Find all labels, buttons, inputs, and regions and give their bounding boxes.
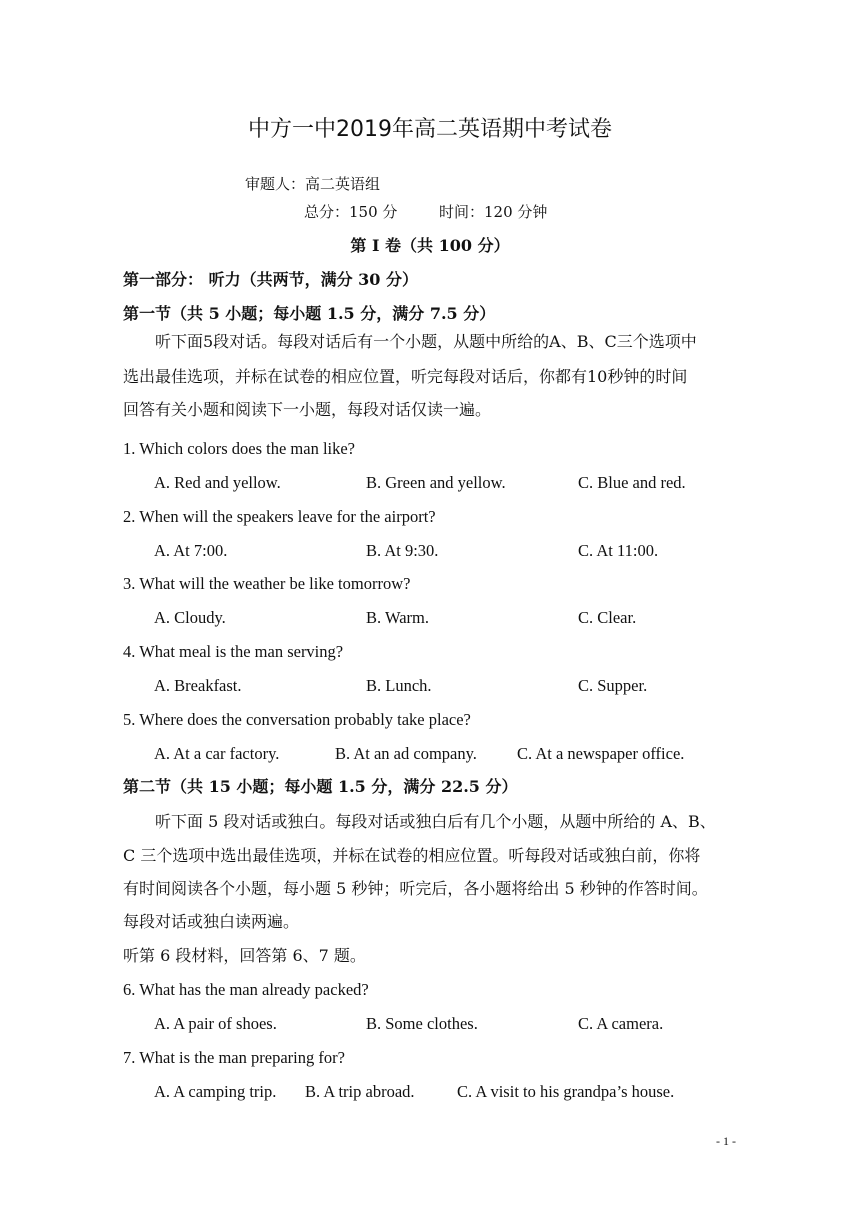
q5-option-a: A. At a car factory. bbox=[154, 744, 280, 763]
question-1: 1. Which colors does the man like? bbox=[123, 439, 356, 458]
q6-option-b: B. Some clothes. bbox=[366, 1014, 478, 1033]
question-6: 6. What has the man already packed? bbox=[123, 980, 369, 999]
section2-heading: 第二节（共 15 小题；每小题 1.5 分，满分 22.5 分） bbox=[123, 777, 518, 796]
q4-option-c: C. Supper. bbox=[578, 676, 648, 695]
section2-instruction-line: C 三个选项中选出最佳选项，并标在试卷的相应位置。听每段对话或独白前，你将 bbox=[123, 846, 701, 865]
q4-option-b: B. Lunch. bbox=[366, 676, 432, 695]
question-5: 5. Where does the conversation probably take place? bbox=[123, 710, 471, 729]
exam-title: 中方一中2019年高二英语期中考试卷 bbox=[248, 117, 612, 142]
volume-heading: 第 I 卷（共 100 分） bbox=[350, 236, 510, 255]
q5-option-b: B. At an ad company. bbox=[335, 744, 477, 763]
part1-heading: 第一部分： 听力（共两节，满分 30 分） bbox=[123, 270, 418, 289]
q3-option-b: B. Warm. bbox=[366, 608, 429, 627]
q3-option-c: C. Clear. bbox=[578, 608, 637, 627]
section1-instruction-line: 听下面5段对话。每段对话后有一个小题，从题中所给的A、B、C三个选项中 bbox=[155, 332, 697, 351]
section1-heading: 第一节（共 5 小题；每小题 1.5 分，满分 7.5 分） bbox=[123, 304, 496, 323]
reviewer-line: 审题人：高二英语组 bbox=[245, 175, 381, 193]
q5-option-c: C. At a newspaper office. bbox=[517, 744, 685, 763]
q2-option-a: A. At 7:00. bbox=[154, 541, 228, 560]
q2-option-c: C. At 11:00. bbox=[578, 541, 659, 560]
question-7: 7. What is the man preparing for? bbox=[123, 1048, 345, 1067]
q7-option-b: B. A trip abroad. bbox=[305, 1082, 415, 1101]
q1-option-b: B. Green and yellow. bbox=[366, 473, 506, 492]
question-2: 2. When will the speakers leave for the airport? bbox=[123, 507, 436, 526]
q7-option-c: C. A visit to his grandpa’s house. bbox=[457, 1082, 675, 1101]
page-number: - 1 - bbox=[716, 1134, 736, 1148]
section1-instruction-line: 回答有关小题和阅读下一小题，每段对话仅读一遍。 bbox=[123, 400, 492, 419]
question-3: 3. What will the weather be like tomorrow? bbox=[123, 574, 411, 593]
section2-instruction-line: 有时间阅读各个小题，每小题 5 秒钟；听完后，各小题将给出 5 秒钟的作答时间。 bbox=[123, 879, 708, 898]
q1-option-c: C. Blue and red. bbox=[578, 473, 686, 492]
q4-option-a: A. Breakfast. bbox=[154, 676, 242, 695]
q6-option-a: A. A pair of shoes. bbox=[154, 1014, 277, 1033]
question-4: 4. What meal is the man serving? bbox=[123, 642, 344, 661]
q7-option-a: A. A camping trip. bbox=[154, 1082, 277, 1101]
q1-option-a: A. Red and yellow. bbox=[154, 473, 281, 492]
exam-time: 时间：120 分钟 bbox=[439, 203, 548, 221]
section2-instruction-line: 听下面 5 段对话或独白。每段对话或独白后有几个小题，从题中所给的 A、B、 bbox=[155, 812, 716, 831]
q6-option-c: C. A camera. bbox=[578, 1014, 664, 1033]
material-6-note: 听第 6 段材料，回答第 6、7 题。 bbox=[123, 946, 366, 965]
section1-instruction-line: 选出最佳选项，并标在试卷的相应位置，听完每段对话后，你都有10秒钟的时间 bbox=[123, 367, 688, 386]
total-score: 总分：150 分 bbox=[304, 203, 398, 221]
q2-option-b: B. At 9:30. bbox=[366, 541, 439, 560]
section2-instruction-line: 每段对话或独白读两遍。 bbox=[123, 912, 300, 931]
q3-option-a: A. Cloudy. bbox=[154, 608, 226, 627]
